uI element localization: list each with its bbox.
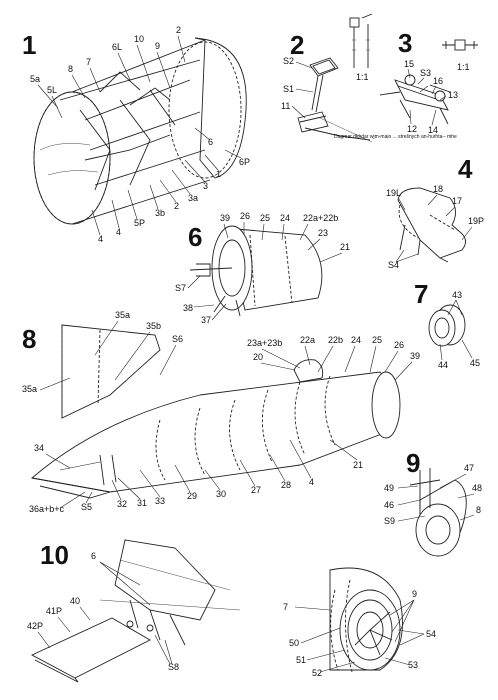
step8-part-label: 44 (438, 360, 449, 370)
step3-part-label: S3 (420, 68, 432, 78)
step5-part-label: 4 (309, 477, 315, 487)
step9-part-label: 47 (464, 463, 475, 473)
step7-part-label: 40 (70, 596, 81, 606)
step7-part-label: S8 (168, 662, 180, 672)
step-number-3: 3 (398, 28, 413, 58)
step6-part-label: 22a+22b (303, 213, 339, 223)
step4-part-label: S4 (388, 260, 400, 270)
step-number-4: 4 (458, 154, 473, 184)
step5-part-label: 25 (372, 335, 383, 345)
step5-part-label: 36a+b+c (29, 504, 65, 514)
step2-part-label: S2 (283, 56, 295, 66)
step4-part-label: 18 (433, 184, 444, 194)
step4-part-label: 19L (386, 188, 402, 198)
step1-part-label: 4 (98, 234, 104, 244)
step1-part-label: 2 (176, 25, 182, 35)
step6-part-label: 24 (280, 213, 291, 223)
step1-part-label: 5P (134, 218, 146, 228)
step4-part-label: 19P (468, 216, 485, 226)
step5-part-label: 30 (216, 489, 227, 499)
step5-part-label: 22b (328, 335, 344, 345)
step10-part-label: 51 (296, 655, 307, 665)
step6-part-label: 38 (183, 303, 194, 313)
step3-part-label: 1:1 (457, 62, 470, 72)
step1-part-label: 3 (203, 181, 209, 191)
step10-part-label: 7 (283, 602, 289, 612)
step9-part-label: 8 (476, 505, 482, 515)
step1-part-label: 9 (155, 41, 161, 51)
step10-part-label: 52 (312, 668, 323, 678)
step10-part-label: 50 (289, 638, 300, 648)
step5-part-label: 35a (115, 310, 131, 320)
step7-part-label: 42P (27, 621, 44, 631)
step1-part-label: 8 (68, 64, 74, 74)
step1-part-label: 2 (174, 201, 180, 211)
step9-part-label: 49 (384, 483, 395, 493)
step1-part-label: 5L (47, 85, 58, 95)
step-number-2: 2 (290, 30, 305, 60)
step3-part-label: 14 (428, 125, 439, 135)
step6-part-label: 37 (201, 315, 212, 325)
step1-part-label: 4 (116, 227, 122, 237)
step5-part-label: 27 (251, 485, 262, 495)
step8-part-label: 45 (470, 358, 481, 368)
step1-part-label: 3a (188, 193, 199, 203)
step9-part-label: S9 (384, 516, 396, 526)
step5-part-label: 32 (117, 499, 128, 509)
step1-part-label: 10 (134, 34, 145, 44)
step2-part-label: 11 (281, 101, 291, 111)
step2-part-label: S1 (283, 84, 295, 94)
step1-part-label: 6L (112, 42, 123, 52)
step9-part-label: 46 (384, 500, 395, 510)
step7-part-label: 6 (91, 551, 97, 561)
step5-part-label: 33 (155, 496, 166, 506)
step-number-6: 6 (188, 222, 203, 252)
step-number-9: 9 (406, 448, 421, 478)
step6-part-label: 23 (318, 228, 329, 238)
step-number-8: 7 (414, 279, 429, 309)
step5-part-label: 24 (351, 335, 362, 345)
step6-part-label: 21 (340, 242, 351, 252)
step3-part-label: 16 (433, 76, 444, 86)
step5-part-label: 22a (300, 335, 316, 345)
step-number-1: 1 (22, 30, 37, 60)
step10-part-label: 54 (426, 629, 437, 639)
step5-part-label: 35b (146, 321, 162, 331)
step7-part-label: 41P (46, 606, 63, 616)
step5-part-label: 34 (34, 443, 45, 453)
step5-part-label: 23a+23b (247, 338, 283, 348)
step5-part-label: 35a (22, 384, 38, 394)
step1-part-label: 3b (155, 208, 166, 218)
step5-part-label: 29 (187, 491, 198, 501)
step10-part-label: 9 (412, 589, 418, 599)
step5-part-label: S6 (172, 334, 184, 344)
step1-part-label: 6P (239, 157, 251, 167)
step5-part-label: 31 (137, 498, 148, 508)
step3-part-label: 12 (407, 124, 418, 134)
step6-part-label: S7 (175, 283, 187, 293)
step6-part-label: 26 (240, 211, 251, 221)
step5-part-label: 39 (410, 351, 421, 361)
step3-part-label: 13 (448, 90, 459, 100)
step-number-5: 8 (22, 324, 37, 354)
step-2-note: Dagmar dkhdar wjm-maio ... strešnych an-hurhta-- mhe (334, 134, 457, 140)
step6-part-label: 39 (220, 213, 231, 223)
step6-part-label: 25 (260, 213, 271, 223)
step5-part-label: 26 (394, 340, 405, 350)
step5-part-label: S5 (81, 502, 93, 512)
step10-part-label: 53 (408, 660, 419, 670)
step2-part-label: 1:1 (356, 72, 369, 82)
step5-part-label: 28 (281, 480, 292, 490)
step4-part-label: 17 (452, 196, 463, 206)
step5-part-label: 20 (253, 352, 264, 362)
step8-part-label: 43 (452, 290, 463, 300)
step1-part-label: 7 (86, 57, 92, 67)
step1-part-label: 6 (208, 137, 214, 147)
step1-part-label: 5a (30, 74, 41, 84)
step3-part-label: 15 (404, 59, 415, 69)
step1-part-label: 1 (216, 169, 222, 179)
step5-part-label: 21 (353, 460, 364, 470)
step9-part-label: 48 (472, 483, 483, 493)
step-number-7: 10 (40, 540, 69, 570)
